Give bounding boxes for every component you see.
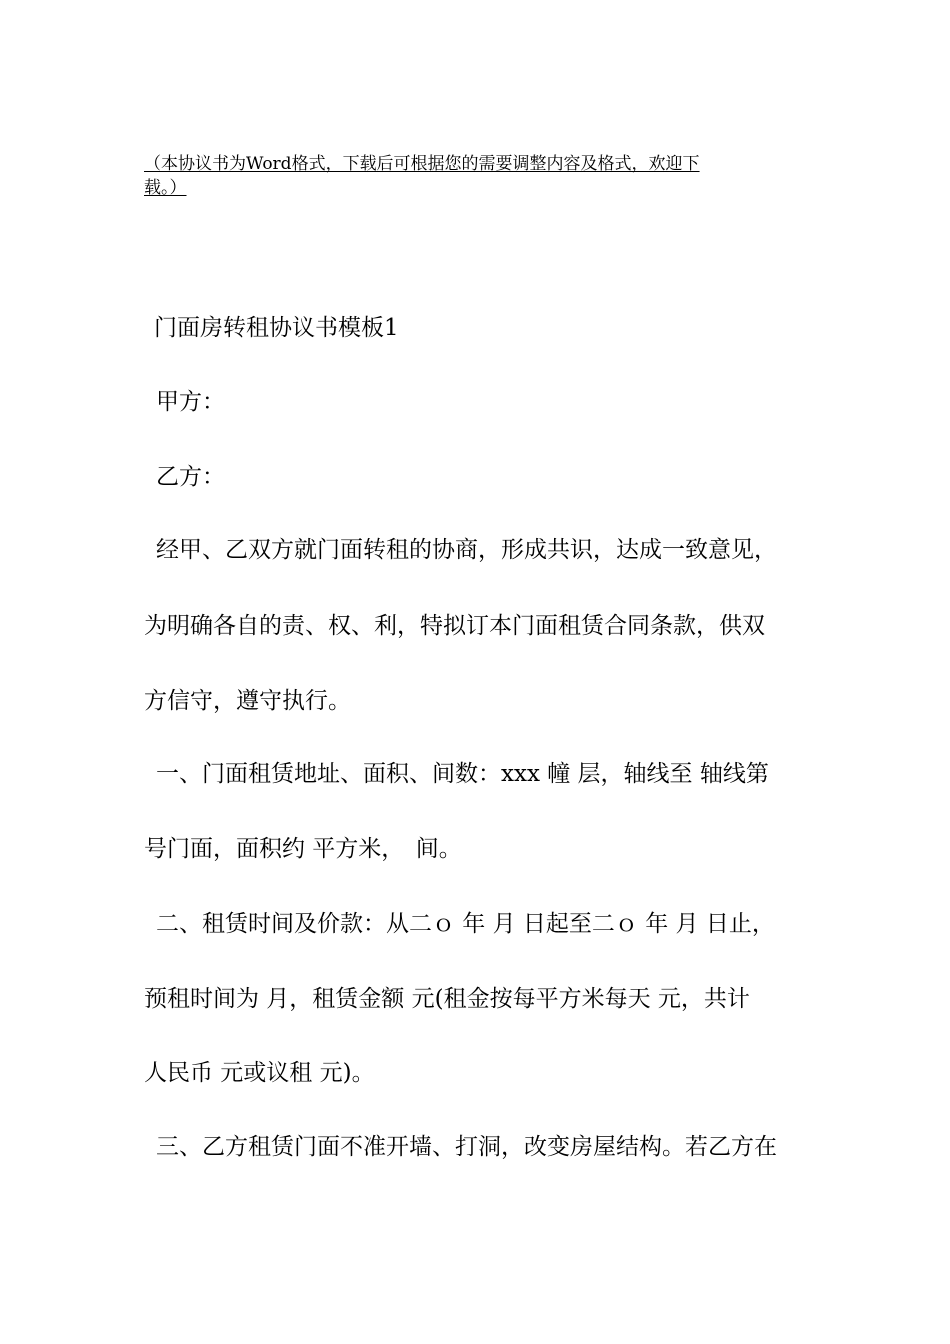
party-b-label: 乙方： bbox=[156, 464, 225, 490]
clause-2-line-3: 人民币 元或议租 元)。 bbox=[144, 1060, 375, 1086]
intro-line-3: 方信守，遵守执行。 bbox=[144, 688, 351, 714]
intro-line-2: 为明确各自的责、权、利，特拟订本门面租赁合同条款，供双 bbox=[144, 613, 765, 639]
intro-line-1: 经甲、乙双方就门面转租的协商，形成共识，达成一致意见， bbox=[156, 537, 777, 563]
party-a-label: 甲方： bbox=[156, 389, 225, 415]
clause-1-line-1: 一、门面租赁地址、面积、间数：xxx 幢 层，轴线至 轴线第 bbox=[156, 761, 769, 787]
document-title: 门面房转租协议书模板1 bbox=[154, 315, 399, 341]
clause-2-line-1: 二、租赁时间及价款：从二ｏ 年 月 日起至二ｏ 年 月 日止， bbox=[156, 911, 775, 937]
clause-1-line-2: 号门面，面积约 平方米， 间。 bbox=[144, 836, 462, 862]
clause-2-line-2: 预租时间为 月，租赁金额 元(租金按每平方米每天 元，共计 bbox=[144, 986, 750, 1012]
clause-3-line-1: 三、乙方租赁门面不准开墙、打洞，改变房屋结构。若乙方在 bbox=[156, 1134, 777, 1160]
notice-line-1: （本协议书为Word格式，下载后可根据您的需要调整内容及格式，欢迎下 bbox=[144, 154, 700, 174]
download-notice bbox=[144, 152, 814, 200]
notice-line-2: 载。） bbox=[144, 178, 187, 198]
